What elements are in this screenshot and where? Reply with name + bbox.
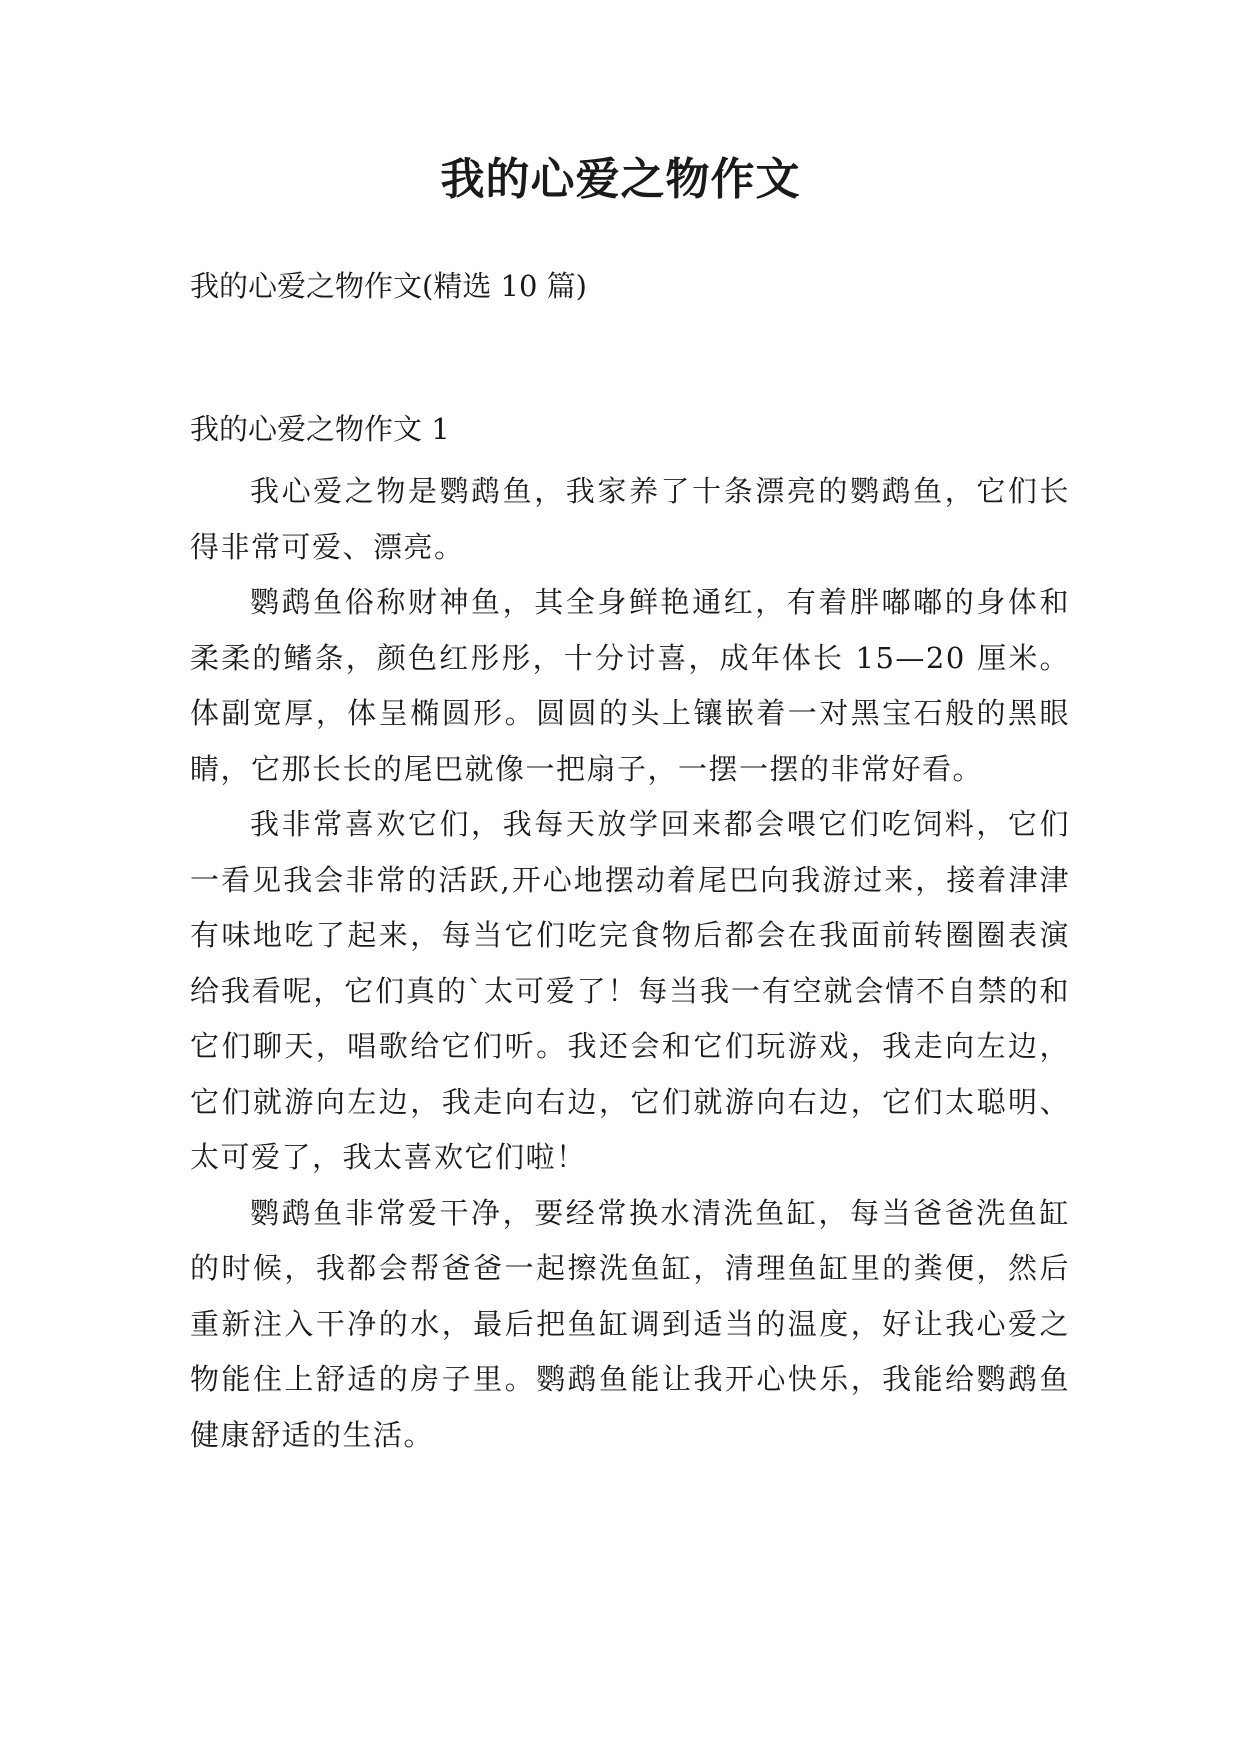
section-heading: 我的心爱之物作文 1 [190,412,450,446]
document-subtitle: 我的心爱之物作文(精选 10 篇) [190,269,587,303]
paragraph: 我非常喜欢它们，我每天放学回来都会喂它们吃饲料，它们一看见我会非常的活跃,开心地摆动着尾巴向我游过来，接着津津有味地吃了起来，每当它们吃完食物后都会在我面前转圈圈表演给我看呢，它们真的`太可爱了！每当我一有空就会情不自禁的和它们聊天，唱歌给它们听。我还会和它们玩游戏，我走向左边，它们就游向左边，我走向右边，它们就游向右边，它们太聪明、太可爱了，我太喜欢它们啦！ [190,807,1070,1174]
paragraph: 鹦鹉鱼俗称财神鱼，其全身鲜艳通红，有着胖嘟嘟的身体和柔柔的鳍条，颜色红彤彤，十分讨喜，成年体长 15—20 厘米。体副宽厚，体呈椭圆形。圆圆的头上镶嵌着一对黑宝石般的黑眼睛，它那长长的尾巴就像一把扇子，一摆一摆的非常好看。 [190,585,1070,786]
paragraph: 我心爱之物是鹦鹉鱼，我家养了十条漂亮的鹦鹉鱼，它们长得非常可爱、漂亮。 [190,474,1070,564]
document-title: 我的心爱之物作文 [440,154,801,205]
essay-body [190,464,1070,1463]
paragraph: 鹦鹉鱼非常爱干净，要经常换水清洗鱼缸，每当爸爸洗鱼缸的时候，我都会帮爸爸一起擦洗鱼缸，清理鱼缸里的粪便，然后重新注入干净的水，最后把鱼缸调到适当的温度，好让我心爱之物能住上舒适的房子里。鹦鹉鱼能让我开心快乐，我能给鹦鹉鱼健康舒适的生活。 [190,1195,1070,1452]
